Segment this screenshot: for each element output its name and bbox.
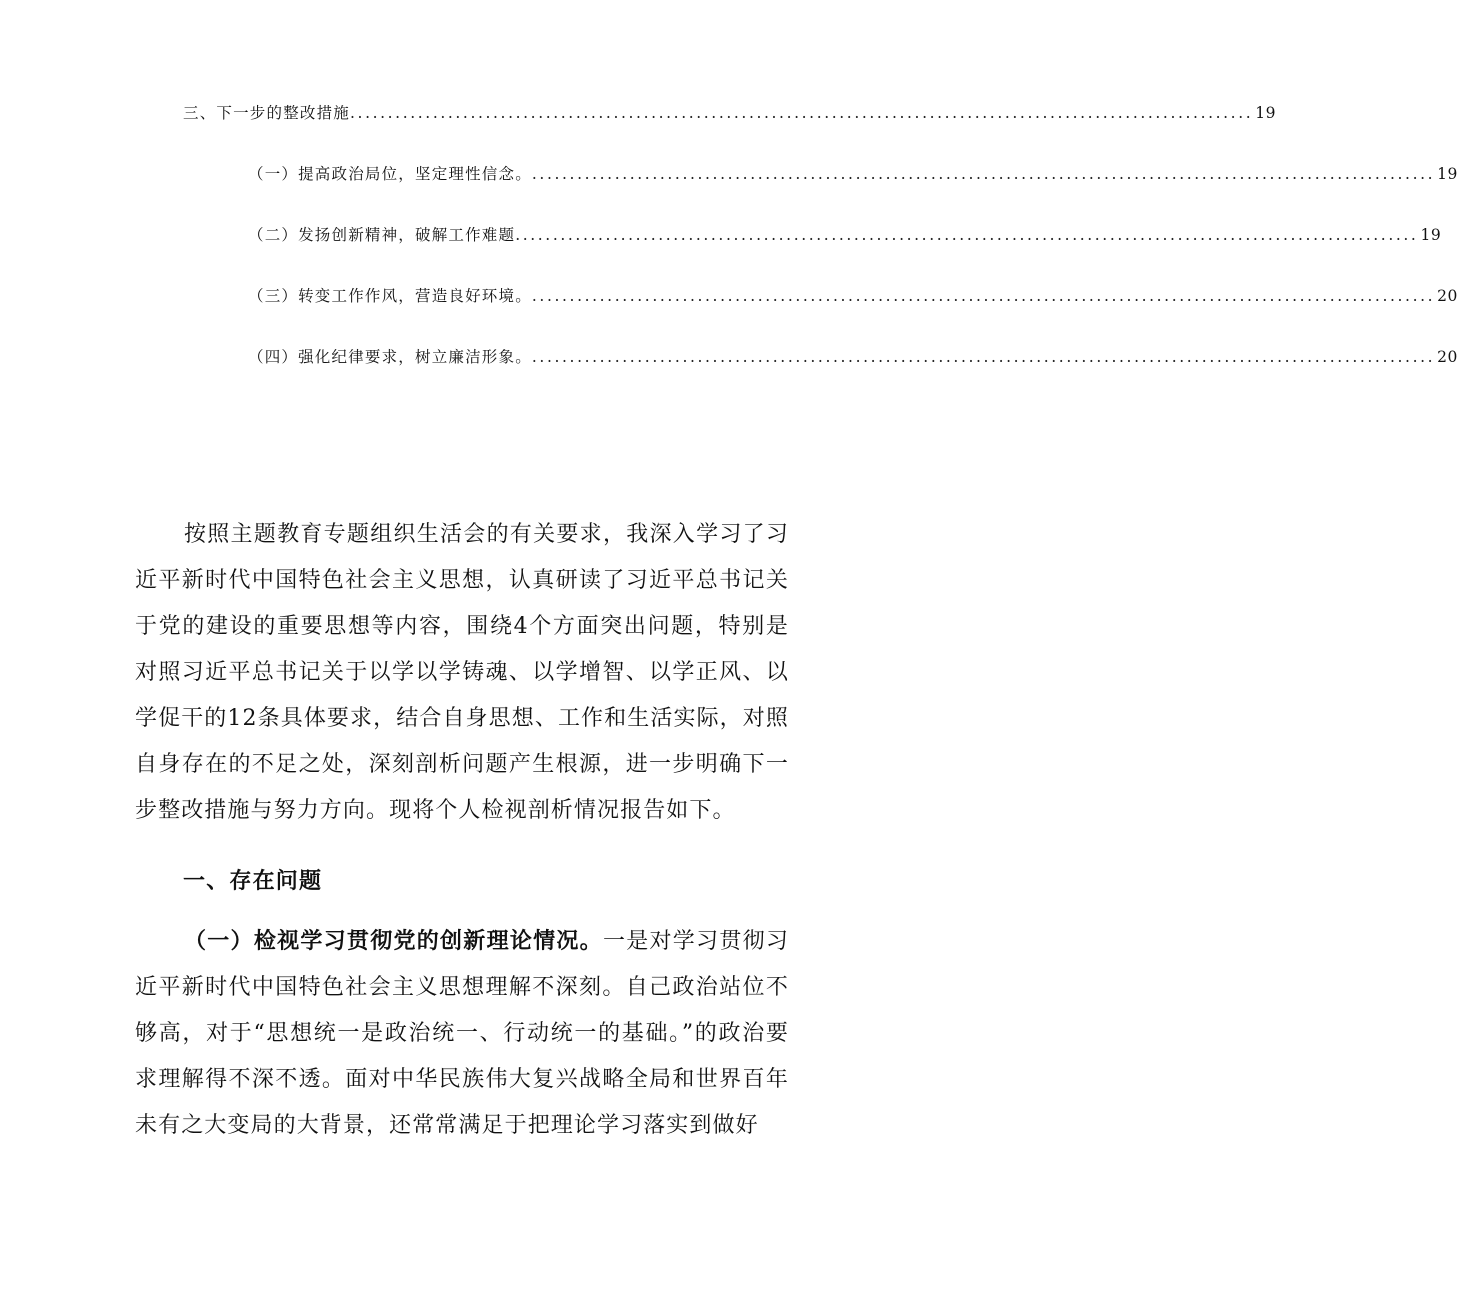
- toc-entry-label: （四）强化纪律要求，树立廉洁形象。: [248, 348, 532, 366]
- toc-entry-page: 19: [1255, 104, 1276, 122]
- toc-entry-label: （二）发扬创新精神，破解工作难题: [248, 226, 516, 244]
- paragraph-subheading: （一）检视学习贯彻党的创新理论情况。: [184, 928, 603, 954]
- intro-paragraph: 按照主题教育专题组织生活会的有关要求，我深入学习了习近平新时代中国特色社会主义思想，认真研读了习近平总书记关于党的建设的重要思想等内容，围绕4个方面突出问题，特别是对照习近平总书记关于以学以学铸魂、以学增智、以学正风、以学促干的12条具体要求，结合自身思想、工作和生活实际，对照自身存在的不足之处，深刻剖析问题产生根源，进一步明确下一步整改措施与努力方向。现将个人检视剖析情况报告如下。: [135, 522, 789, 823]
- toc-leader-dots: ........................................................................................................................: [531, 287, 1436, 305]
- toc-entry-page: 19: [1420, 226, 1442, 244]
- toc-entry-page: 20: [1437, 287, 1458, 305]
- toc-entry[interactable]: [248, 223, 1442, 245]
- toc-entry-page: 19: [1437, 165, 1458, 183]
- toc-leader-dots: ........................................................................................................................: [531, 165, 1436, 183]
- toc-entry-label: （一）提高政治局位，坚定理性信念。: [248, 165, 532, 183]
- body-paragraph: [135, 918, 789, 1149]
- toc-leader-dots: ........................................................................................................................: [350, 104, 1254, 122]
- toc-entry-label: （三）转变工作作风，营造良好环境。: [248, 287, 532, 305]
- toc-entry[interactable]: [183, 101, 1276, 123]
- toc-entry[interactable]: [248, 162, 1458, 184]
- toc-leader-dots: ........................................................................................................................: [531, 348, 1436, 366]
- toc-entry[interactable]: [248, 284, 1458, 306]
- section-heading: 一、存在问题: [183, 868, 323, 894]
- toc-entry-label: 三、下一步的整改措施: [183, 104, 351, 122]
- paragraph-text: 一是对学习贯彻习近平新时代中国特色社会主义思想理解不深刻。自己政治站位不够高，对于“思想统一是政治统一、行动统一的基础。”的政治要求理解得不深不透。面对中华民族伟大复兴战略全局和世界百年未有之大变局的大背景，还常常满足于把理论学习落实到做好: [135, 929, 789, 1138]
- toc-leader-dots: ........................................................................................................................: [515, 226, 1419, 244]
- toc-entry-page: 20: [1437, 348, 1458, 366]
- toc-entry[interactable]: [248, 345, 1458, 367]
